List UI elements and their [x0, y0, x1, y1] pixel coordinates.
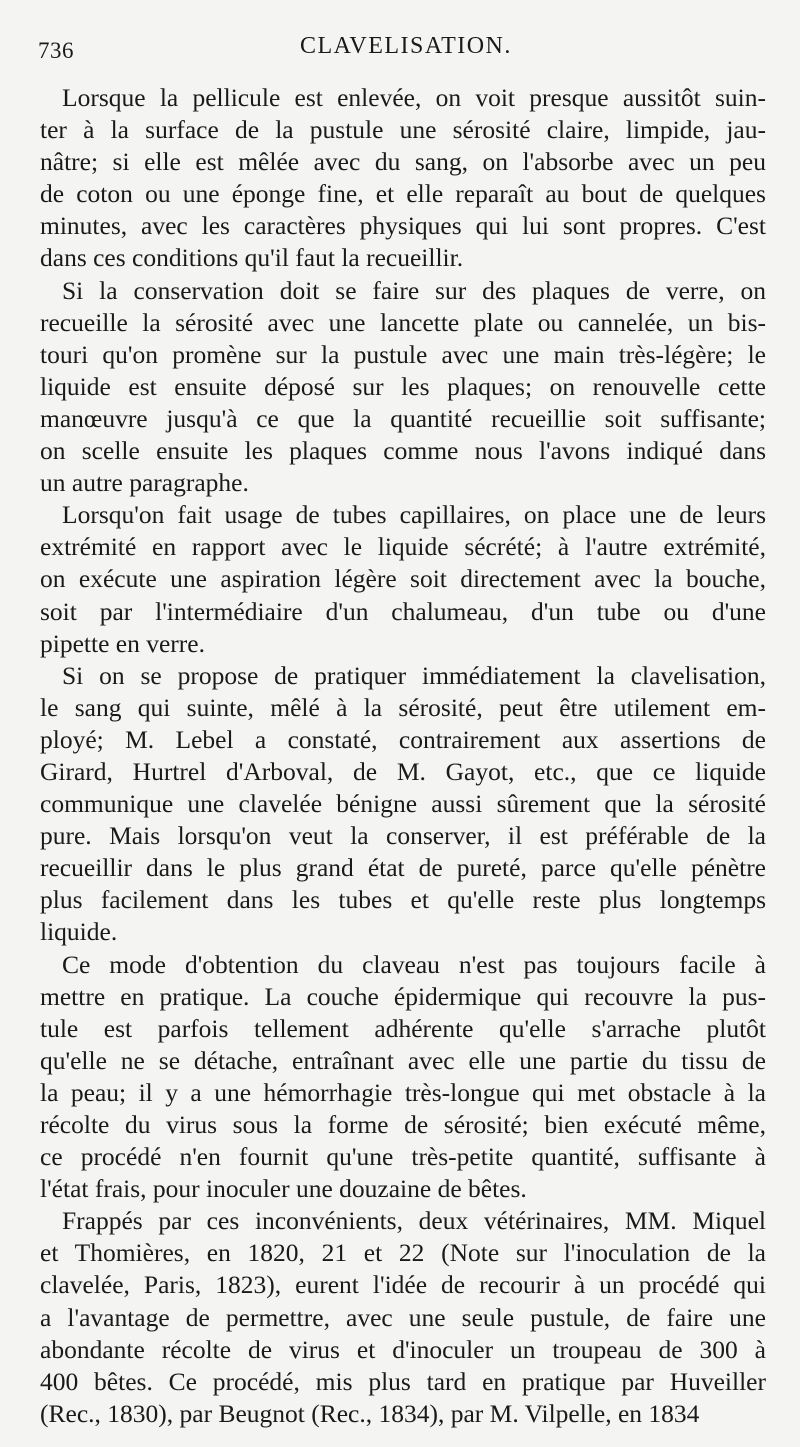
text-line: abondante récolte de virus et d'inoculer un troupeau de 300 à — [40, 1334, 766, 1364]
text-line: de coton ou une éponge fine, et elle reparaît au bout de quelques — [40, 179, 766, 209]
text-line: on exécute une aspiration légère soit directement avec la bouche, — [40, 564, 766, 594]
text-line: on scelle ensuite les plaques comme nous l'avons indiqué dans — [40, 436, 766, 466]
text-line: nâtre; si elle est mêlée avec du sang, on l'absorbe avec un peu — [40, 147, 766, 177]
paragraph — [40, 949, 766, 1206]
text-line: ter à la surface de la pustule une sérosité claire, limpide, jau- — [40, 115, 766, 145]
paragraph — [40, 1205, 766, 1430]
text-line: recueille la sérosité avec une lancette plate ou cannelée, un bis- — [40, 307, 766, 337]
text-line: Ce mode d'obtention du claveau n'est pas toujours facile à — [62, 949, 766, 979]
text-line: le sang qui suinte, mêlé à la sérosité, peut être utilement em- — [40, 692, 766, 722]
text-line: liquide. — [40, 917, 118, 947]
text-line: et Thomières, en 1820, 21 et 22 (Note sur l'inoculation de la — [40, 1238, 766, 1268]
text-line: communique une clavelée bénigne aussi sûrement que la sérosité — [40, 789, 766, 819]
paragraph — [40, 275, 766, 500]
text-line: ployé; M. Lebel a constaté, contrairement aux assertions de — [40, 724, 766, 754]
text-line: un autre paragraphe. — [40, 468, 249, 498]
text-line: Lorsqu'on fait usage de tubes capillaires, on place une de leurs — [62, 500, 766, 530]
text-line: qu'elle ne se détache, entraînant avec elle une partie du tissu de — [40, 1045, 766, 1075]
text-line: dans ces conditions qu'il faut la recueillir. — [40, 243, 464, 273]
text-line: Girard, Hurtrel d'Arboval, de M. Gayot, etc., que ce liquide — [40, 756, 766, 786]
text-line: soit par l'intermédiaire d'un chalumeau, d'un tube ou d'une — [40, 596, 766, 626]
page-number: 736 — [38, 38, 74, 63]
text-line: pure. Mais lorsqu'on veut la conserver, il est préférable de la — [40, 821, 766, 851]
text-line: Si on se propose de pratiquer immédiatement la clavelisation, — [62, 660, 766, 690]
text-line: minutes, avec les caractères physiques qui lui sont propres. C'est — [40, 211, 766, 241]
text-line: l'état frais, pour inoculer une douzaine de bêtes. — [40, 1174, 527, 1204]
text-line: Lorsque la pellicule est enlevée, on voit presque aussitôt suin- — [62, 83, 766, 112]
text-line: la peau; il y a une hémorrhagie très-longue qui met obstacle à la — [40, 1077, 766, 1107]
text-line: manœuvre jusqu'à ce que la quantité recueillie soit suffisante; — [40, 403, 766, 433]
text-line: plus facilement dans les tubes et qu'elle reste plus longtemps — [40, 885, 766, 915]
paragraph — [40, 660, 766, 949]
text-line: récolte du virus sous la forme de sérosité; bien exécuté même, — [40, 1110, 766, 1139]
text-line: touri qu'on promène sur la pustule avec une main très-légère; le — [40, 339, 766, 369]
text-line: liquide est ensuite déposé sur les plaques; on renouvelle cette — [40, 371, 766, 401]
running-title: CLAVELISATION. — [300, 33, 512, 59]
text-line: recueillir dans le plus grand état de pureté, parce qu'elle pénètre — [40, 853, 766, 883]
paragraph — [40, 499, 766, 659]
text-line: tule est parfois tellement adhérente qu'elle s'arrache plutôt — [40, 1013, 766, 1043]
text-line: mettre en pratique. La couche épidermique qui recouvre la pus- — [40, 981, 766, 1011]
text-line: Si la conservation doit se faire sur des plaques de verre, on — [62, 275, 766, 305]
text-line: extrémité en rapport avec le liquide sécrété; à l'autre extrémité, — [40, 532, 766, 562]
text-line: clavelée, Paris, 1823), eurent l'idée de recourir à un procédé qui — [40, 1270, 766, 1300]
text-line: (Rec., 1830), par Beugnot (Rec., 1834), par M. Vilpelle, en 1834 — [40, 1398, 700, 1428]
page-header — [38, 30, 768, 70]
paragraph — [40, 82, 766, 275]
text-line: Frappés par ces inconvénients, deux vétérinaires, MM. Miquel — [62, 1206, 766, 1236]
text-line: a l'avantage de permettre, avec une seule pustule, de faire une — [40, 1302, 766, 1332]
text-line: ce procédé n'en fournit qu'une très-petite quantité, suffisante à — [40, 1142, 766, 1172]
text-line: 400 bêtes. Ce procédé, mis plus tard en pratique par Huveiller — [40, 1366, 766, 1396]
text-line: pipette en verre. — [40, 628, 205, 658]
body-text — [40, 82, 766, 1430]
